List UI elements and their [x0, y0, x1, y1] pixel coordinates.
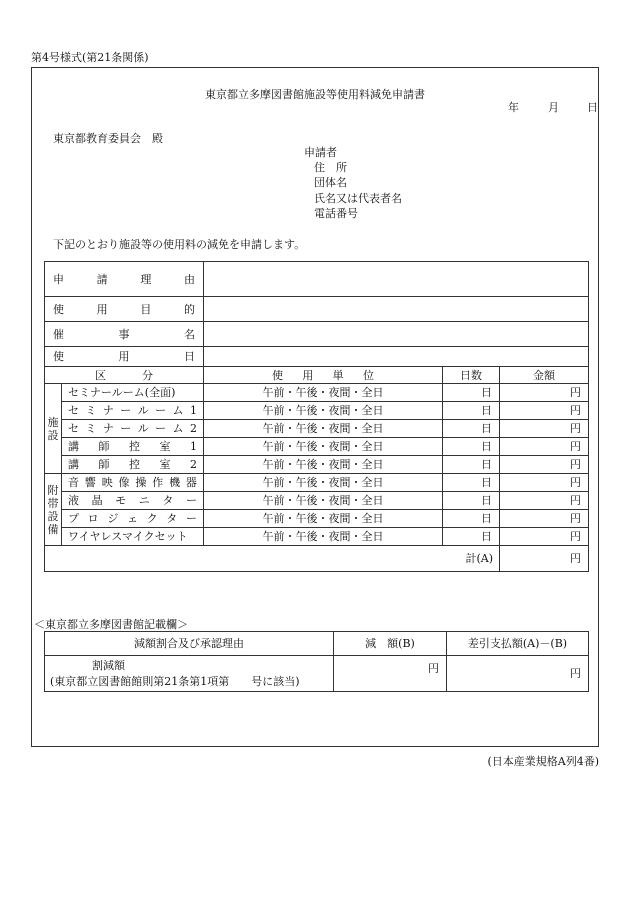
- info-label: 使 用 日: [45, 347, 204, 367]
- header-amount: 金額: [500, 367, 589, 384]
- reason-input[interactable]: [204, 262, 589, 297]
- amount-cell[interactable]: 円: [500, 420, 589, 438]
- usage-unit[interactable]: 午前・午後・夜間・全日: [204, 528, 443, 546]
- reason-line1: 割減額: [92, 658, 125, 672]
- days-cell[interactable]: 日: [443, 474, 500, 492]
- usage-unit[interactable]: 午前・午後・夜間・全日: [204, 510, 443, 528]
- equipment-name: ワイヤレスマイクセット: [62, 528, 204, 546]
- payment-amount[interactable]: 円: [447, 656, 589, 692]
- statement: 下記のとおり施設等の使用料の減免を申請します。: [53, 238, 306, 251]
- amount-cell[interactable]: 円: [500, 528, 589, 546]
- amount-cell[interactable]: 円: [500, 492, 589, 510]
- applicant-address: 住 所: [314, 161, 347, 175]
- reason-line2: (東京都立図書館館則第21条第1項第 号に該当): [50, 674, 300, 688]
- date-year: 年: [508, 101, 519, 114]
- days-cell[interactable]: 日: [443, 402, 500, 420]
- facility-name: 講 師 控 室 1: [62, 438, 204, 456]
- facility-name: セミナールーム(全面): [62, 384, 204, 402]
- applicant-group: 団体名: [314, 176, 347, 190]
- usage-unit[interactable]: 午前・午後・夜間・全日: [204, 456, 443, 474]
- info-label: 使 用 目 的: [45, 297, 204, 322]
- reason-header: 減額割合及び承認理由: [45, 632, 334, 656]
- addressee: 東京都教育委員会 殿: [53, 132, 163, 145]
- equipment-name: プ ロ ジ ェ ク タ ー: [62, 510, 204, 528]
- amount-cell[interactable]: 円: [500, 402, 589, 420]
- library-section-label: ＜東京都立多摩図書館記載欄＞: [34, 618, 188, 631]
- usage-unit[interactable]: 午前・午後・夜間・全日: [204, 420, 443, 438]
- application-table: [44, 261, 589, 572]
- days-cell[interactable]: 日: [443, 528, 500, 546]
- library-table: [44, 631, 589, 692]
- facility-name: セ ミ ナ ー ル ー ム 1: [62, 402, 204, 420]
- form-title: 東京都立多摩図書館施設等使用料減免申請書: [205, 88, 425, 101]
- days-cell[interactable]: 日: [443, 492, 500, 510]
- days-cell[interactable]: 日: [443, 420, 500, 438]
- header-days: 日数: [443, 367, 500, 384]
- amount-cell[interactable]: 円: [500, 510, 589, 528]
- facility-name: セ ミ ナ ー ル ー ム 2: [62, 420, 204, 438]
- applicant-name: 氏名又は代表者名: [314, 191, 402, 205]
- form-number: 第4号様式(第21条関係): [31, 51, 149, 64]
- usage-unit[interactable]: 午前・午後・夜間・全日: [204, 474, 443, 492]
- equipment-name: 液 晶 モ ニ タ ー: [62, 492, 204, 510]
- usage-unit[interactable]: 午前・午後・夜間・全日: [204, 384, 443, 402]
- equipment-name: 音 響 映 像 操 作 機 器: [62, 474, 204, 492]
- equipment-section-label: 附 帯 設 備: [45, 474, 62, 546]
- date-month: 月: [548, 101, 559, 114]
- applicant-phone: 電話番号: [314, 206, 358, 220]
- amount-cell[interactable]: 円: [500, 438, 589, 456]
- info-label: 申 請 理 由: [45, 262, 204, 297]
- header-category: 区 分: [45, 367, 204, 384]
- amount-cell[interactable]: 円: [500, 456, 589, 474]
- total-label: 計(A): [45, 546, 500, 572]
- date-input[interactable]: [204, 347, 589, 367]
- amount-cell[interactable]: 円: [500, 384, 589, 402]
- info-label: 催 事 名: [45, 322, 204, 347]
- applicant-block: [304, 145, 402, 221]
- days-cell[interactable]: 日: [443, 510, 500, 528]
- facility-name: 講 師 控 室 2: [62, 456, 204, 474]
- days-cell[interactable]: 日: [443, 438, 500, 456]
- total-amount[interactable]: 円: [500, 546, 589, 572]
- purpose-input[interactable]: [204, 297, 589, 322]
- facility-section-label: 施 設: [45, 384, 62, 474]
- applicant-label: 申請者: [304, 146, 337, 159]
- usage-unit[interactable]: 午前・午後・夜間・全日: [204, 438, 443, 456]
- reduction-header: 減 額(B): [334, 632, 447, 656]
- usage-unit[interactable]: 午前・午後・夜間・全日: [204, 402, 443, 420]
- payment-header: 差引支払額(A)－(B): [447, 632, 589, 656]
- days-cell[interactable]: 日: [443, 384, 500, 402]
- days-cell[interactable]: 日: [443, 456, 500, 474]
- reduction-amount[interactable]: 円: [334, 656, 447, 692]
- amount-cell[interactable]: 円: [500, 474, 589, 492]
- footer-note: (日本産業規格A列4番): [487, 755, 599, 768]
- header-unit: 使 用 単 位: [204, 367, 443, 384]
- date-day: 日: [587, 101, 598, 114]
- reason-cell[interactable]: [45, 656, 334, 692]
- event-input[interactable]: [204, 322, 589, 347]
- usage-unit[interactable]: 午前・午後・夜間・全日: [204, 492, 443, 510]
